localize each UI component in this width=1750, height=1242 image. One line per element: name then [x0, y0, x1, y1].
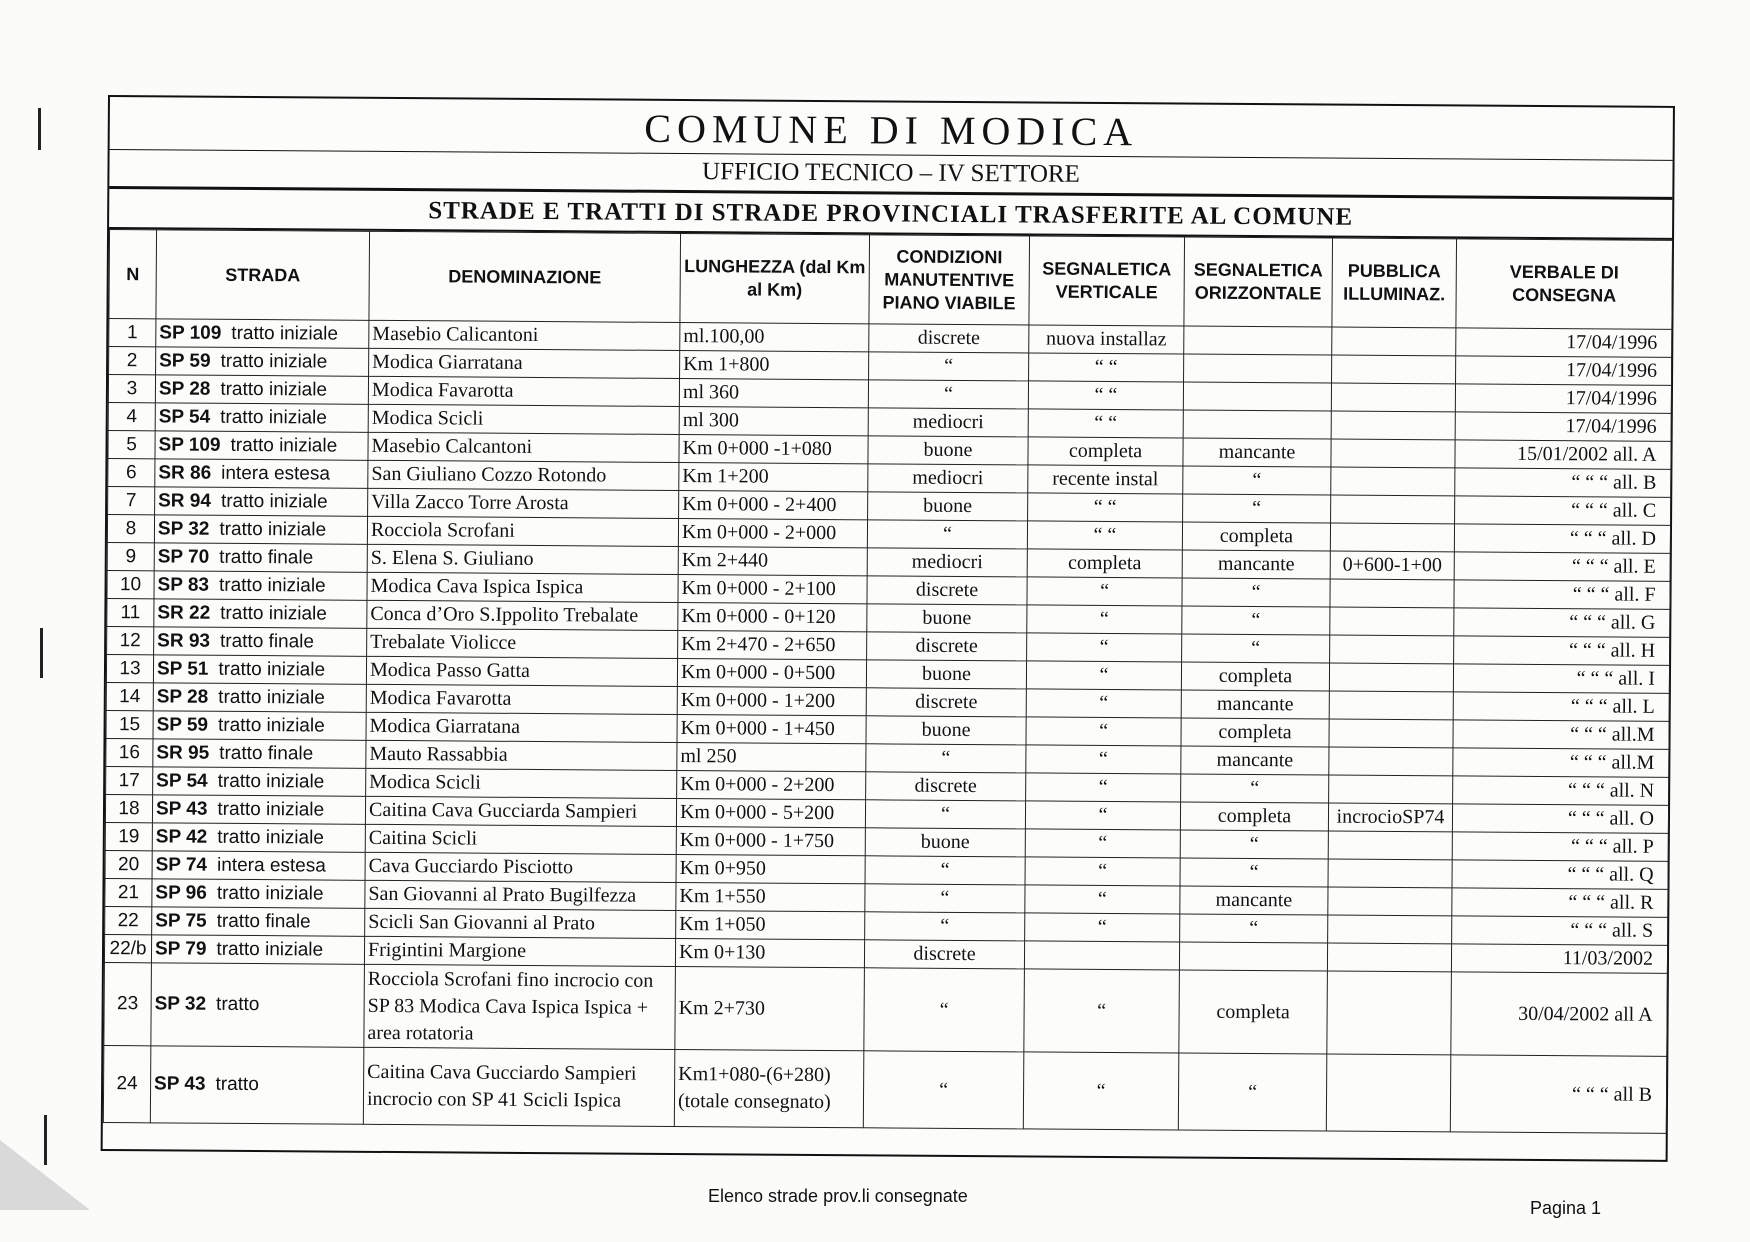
delivery-report-cell: “ “ “ all. B — [1455, 468, 1671, 498]
table-row — [104, 962, 1668, 1056]
road-length-cell: Km 1+050 — [676, 910, 865, 939]
delivery-report-cell: “ “ “ all. C — [1455, 496, 1671, 526]
road-segment: tratto iniziale — [217, 770, 325, 793]
road-code-cell — [153, 683, 366, 712]
road-segment: tratto finale — [216, 910, 311, 932]
horizontal-signage-cell: “ — [1182, 606, 1330, 635]
road-name-cell: Modica Favarotta — [368, 376, 679, 406]
public-lighting-cell — [1330, 607, 1454, 636]
road-length-cell: Km 0+000 - 1+200 — [677, 686, 866, 715]
horizontal-signage-cell: mancante — [1182, 550, 1330, 579]
road-code: SP 96 — [155, 881, 207, 904]
vertical-signage-cell: “ “ — [1029, 353, 1184, 382]
horizontal-signage-cell: completa — [1181, 662, 1329, 691]
road-condition-cell: discrete — [866, 772, 1026, 801]
road-length-cell: Km 0+000 - 1+450 — [677, 714, 866, 743]
road-segment: tratto iniziale — [219, 518, 327, 541]
road-segment: tratto iniziale — [220, 350, 328, 373]
road-length-cell: Km 0+000 - 2+000 — [678, 518, 867, 547]
road-code-cell — [154, 515, 367, 544]
road-code: SR 95 — [156, 741, 210, 764]
road-condition-cell: “ — [868, 380, 1028, 409]
vertical-signage-cell — [1024, 941, 1179, 970]
road-segment: tratto finale — [219, 546, 314, 568]
road-code: SR 22 — [157, 601, 211, 624]
delivery-report-cell: 11/03/2002 — [1451, 944, 1667, 974]
public-lighting-cell — [1329, 775, 1453, 804]
road-code: SP 32 — [154, 993, 207, 1015]
public-lighting-cell — [1328, 887, 1452, 916]
col-header-condizioni: CONDIZIONI MANUTENTIVE PIANO VIABILE — [869, 235, 1030, 325]
road-condition-cell: discrete — [867, 576, 1027, 605]
road-condition-cell: “ — [865, 912, 1025, 941]
vertical-signage-cell: “ “ — [1028, 493, 1183, 522]
road-condition-cell: mediocri — [867, 548, 1027, 577]
road-length-cell: Km 2+730 — [675, 966, 865, 1050]
row-number-cell: 17 — [106, 767, 153, 795]
road-condition-cell: buone — [866, 716, 1026, 745]
vertical-signage-cell: “ — [1027, 577, 1182, 606]
delivery-report-cell: “ “ “ all. E — [1454, 552, 1670, 582]
vertical-signage-cell: “ — [1024, 969, 1180, 1053]
public-lighting-cell — [1332, 327, 1456, 356]
table-header-row — [109, 230, 1673, 330]
vertical-signage-cell: “ — [1025, 801, 1180, 830]
road-segment: tratto — [215, 1073, 259, 1096]
road-name-cell: Modica Giarratana — [366, 712, 677, 742]
road-segment: tratto iniziale — [217, 826, 324, 849]
road-code-cell — [156, 319, 369, 348]
road-name-cell: Villa Zacco Torre Arosta — [368, 488, 679, 518]
road-code: SP 43 — [155, 797, 208, 820]
road-condition-cell: “ — [867, 520, 1027, 549]
vertical-signage-cell: completa — [1028, 437, 1183, 466]
vertical-signage-cell: “ — [1027, 605, 1182, 634]
road-name-cell: Caitina Scicli — [365, 824, 676, 854]
road-segment: tratto — [216, 993, 260, 1016]
col-header-denominazione: DENOMINAZIONE — [369, 231, 681, 322]
road-name-cell: Masebio Calicantoni — [369, 320, 680, 350]
vertical-signage-cell: “ — [1027, 633, 1182, 662]
vertical-signage-cell: recente instal — [1028, 465, 1183, 494]
road-name-cell: Conca d’Oro S.Ippolito Trebalate — [367, 600, 678, 630]
vertical-signage-cell: “ — [1026, 689, 1181, 718]
road-code: SP 43 — [154, 1073, 206, 1095]
road-condition-cell: discrete — [864, 940, 1024, 969]
road-name-cell: Frigintini Margione — [364, 936, 675, 966]
row-number-cell: 19 — [105, 822, 152, 850]
row-number-cell: 9 — [107, 543, 154, 571]
road-segment: tratto iniziale — [218, 686, 325, 709]
road-length-cell: Km 0+950 — [676, 854, 865, 883]
road-length-cell: Km1+080-(6+280) (totale consegnato) — [674, 1049, 864, 1127]
horizontal-signage-cell: “ — [1178, 1053, 1327, 1131]
road-length-cell: ml 360 — [679, 378, 868, 407]
road-code: SP 109 — [158, 433, 221, 456]
row-number-cell: 6 — [108, 459, 155, 487]
public-lighting-cell — [1327, 971, 1452, 1055]
horizontal-signage-cell: “ — [1183, 494, 1331, 523]
delivery-report-cell: “ “ “ all. Q — [1452, 860, 1668, 890]
public-lighting-cell — [1328, 859, 1452, 888]
vertical-signage-cell: “ — [1025, 885, 1180, 914]
road-code-cell — [153, 711, 366, 740]
horizontal-signage-cell: completa — [1182, 522, 1330, 551]
road-length-cell: Km 0+000 - 2+200 — [677, 770, 866, 799]
road-code-cell — [153, 655, 366, 684]
road-code-cell — [151, 935, 364, 964]
delivery-report-cell: “ “ “ all. L — [1453, 692, 1669, 722]
delivery-report-cell: “ “ “ all. H — [1454, 636, 1670, 666]
road-length-cell: Km 0+000 - 1+750 — [676, 826, 865, 855]
road-condition-cell: “ — [869, 352, 1029, 381]
vertical-signage-cell: “ — [1025, 857, 1180, 886]
road-length-cell: Km 0+000 - 2+400 — [679, 490, 868, 519]
public-lighting-cell: 0+600-1+00 — [1330, 551, 1454, 580]
road-code: SP 32 — [157, 517, 210, 540]
row-number-cell: 8 — [107, 515, 154, 543]
public-lighting-cell — [1326, 1054, 1451, 1132]
road-code: SP 79 — [154, 937, 207, 960]
road-code: SP 42 — [155, 825, 208, 848]
road-segment: tratto iniziale — [230, 434, 338, 457]
road-code-cell — [154, 543, 367, 572]
road-code: SR 86 — [158, 461, 212, 484]
road-name-cell: S. Elena S. Giuliano — [367, 544, 678, 574]
footer-caption: Elenco strade prov.li consegnate — [708, 1186, 968, 1206]
row-number-cell: 24 — [103, 1045, 151, 1122]
row-number-cell: 11 — [107, 599, 154, 627]
col-header-illuminazione: PUBBLICA ILLUMINAZ. — [1332, 238, 1457, 328]
table-row — [103, 1045, 1666, 1133]
document-title: STRADE E TRATTI DI STRADE PROVINCIALI TRASFERITE AL COMUNE — [109, 189, 1672, 240]
road-name-cell: Rocciola Scrofani — [367, 516, 678, 546]
road-name-cell: Caitina Cava Gucciarda Sampieri — [365, 796, 676, 826]
col-header-lunghezza: LUNGHEZZA (dal Km al Km) — [680, 234, 870, 324]
road-length-cell: ml 300 — [679, 406, 868, 435]
row-number-cell: 10 — [107, 571, 154, 599]
table-body — [103, 319, 1672, 1134]
road-segment: tratto finale — [219, 742, 314, 764]
horizontal-signage-cell — [1183, 382, 1331, 411]
vertical-signage-cell: “ — [1026, 717, 1181, 746]
row-number-cell: 3 — [108, 375, 155, 403]
road-condition-cell: “ — [866, 744, 1026, 773]
road-length-cell: Km 2+470 - 2+650 — [678, 630, 867, 659]
public-lighting-cell — [1330, 635, 1454, 664]
road-length-cell: Km 1+550 — [676, 882, 865, 911]
horizontal-signage-cell: “ — [1182, 634, 1330, 663]
public-lighting-cell — [1330, 579, 1454, 608]
public-lighting-cell — [1327, 943, 1451, 972]
road-code-cell — [155, 375, 368, 404]
vertical-signage-cell: “ — [1025, 829, 1180, 858]
row-number-cell: 18 — [105, 795, 152, 823]
page-number: Pagina 1 — [1530, 1198, 1602, 1218]
row-number-cell: 12 — [107, 627, 154, 655]
road-name-cell: San Giuliano Cozzo Rotondo — [368, 460, 679, 490]
municipality-heading: COMUNE DI MODICA — [110, 97, 1673, 161]
delivery-report-cell: 17/04/1996 — [1455, 384, 1671, 414]
vertical-signage-cell: “ — [1026, 661, 1181, 690]
row-number-cell: 13 — [106, 655, 153, 683]
road-condition-cell: mediocri — [868, 464, 1028, 493]
road-code-cell — [151, 963, 365, 1047]
road-code-cell — [156, 347, 369, 376]
delivery-report-cell: 15/01/2002 all. A — [1455, 440, 1671, 470]
road-segment: tratto iniziale — [217, 798, 325, 821]
road-name-cell: Caitina Cava Gucciardo Sampieri incrocio con SP 41 Scicli Ispica — [363, 1047, 675, 1126]
road-code: SP 59 — [159, 349, 211, 372]
vertical-signage-cell: “ “ — [1027, 521, 1182, 550]
road-segment: tratto iniziale — [231, 322, 339, 345]
delivery-report-cell: “ “ “ all.M — [1453, 748, 1669, 778]
delivery-report-cell: 30/04/2002 all A — [1451, 972, 1668, 1057]
delivery-report-cell: “ “ “ all.M — [1453, 720, 1669, 750]
road-name-cell: Modica Scicli — [366, 768, 677, 798]
public-lighting-cell — [1329, 747, 1453, 776]
row-number-cell: 7 — [108, 487, 155, 515]
row-number-cell: 14 — [106, 683, 153, 711]
road-condition-cell: buone — [867, 604, 1027, 633]
public-lighting-cell — [1331, 439, 1455, 468]
road-length-cell: Km 0+130 — [675, 938, 864, 967]
road-segment: tratto iniziale — [218, 574, 326, 597]
road-code: SP 54 — [156, 769, 208, 792]
row-number-cell: 15 — [106, 711, 153, 739]
row-number-cell: 22 — [105, 906, 152, 934]
road-condition-cell: buone — [868, 492, 1028, 521]
road-name-cell: Modica Scicli — [368, 404, 679, 434]
row-number-cell: 2 — [109, 347, 156, 375]
scan-artifact-line — [38, 108, 41, 150]
public-lighting-cell — [1328, 915, 1452, 944]
road-condition-cell: mediocri — [868, 408, 1028, 437]
road-segment: intera estesa — [216, 854, 326, 877]
horizontal-signage-cell: “ — [1180, 858, 1328, 887]
road-segment: tratto iniziale — [220, 378, 328, 401]
road-code-cell — [152, 851, 365, 880]
row-number-cell: 22/b — [104, 934, 151, 962]
row-number-cell: 23 — [104, 962, 152, 1045]
road-length-cell: Km 0+000 - 2+100 — [678, 574, 867, 603]
road-code: SP 28 — [158, 377, 211, 400]
road-name-cell: Modica Favarotta — [366, 684, 677, 714]
delivery-report-cell: “ “ “ all. I — [1453, 664, 1669, 694]
vertical-signage-cell: “ — [1025, 913, 1180, 942]
road-code: SP 28 — [156, 685, 209, 708]
delivery-report-cell: “ “ “ all B — [1450, 1055, 1667, 1134]
delivery-report-cell: “ “ “ all. S — [1452, 916, 1668, 946]
col-header-n: N — [109, 230, 157, 319]
road-segment: tratto iniziale — [220, 406, 327, 429]
horizontal-signage-cell: mancante — [1183, 438, 1331, 467]
road-code: SP 75 — [155, 909, 207, 932]
road-condition-cell: discrete — [866, 688, 1026, 717]
horizontal-signage-cell: completa — [1179, 970, 1328, 1054]
horizontal-signage-cell: “ — [1180, 830, 1328, 859]
road-condition-cell: buone — [868, 436, 1028, 465]
road-code-cell — [153, 739, 366, 768]
horizontal-signage-cell: mancante — [1180, 886, 1328, 915]
vertical-signage-cell: “ “ — [1028, 409, 1183, 438]
road-condition-cell: “ — [865, 884, 1025, 913]
horizontal-signage-cell: mancante — [1181, 746, 1329, 775]
public-lighting-cell — [1331, 467, 1455, 496]
road-condition-cell: discrete — [869, 324, 1029, 353]
delivery-report-cell: “ “ “ all. N — [1453, 776, 1669, 806]
row-number-cell: 5 — [108, 431, 155, 459]
public-lighting-cell — [1331, 411, 1455, 440]
road-code: SP 51 — [156, 657, 209, 680]
delivery-report-cell: “ “ “ all. O — [1452, 804, 1668, 834]
delivery-report-cell: 17/04/1996 — [1456, 328, 1672, 358]
road-code-cell — [154, 599, 367, 628]
public-lighting-cell — [1329, 663, 1453, 692]
public-lighting-cell — [1329, 719, 1453, 748]
road-segment: tratto iniziale — [216, 938, 324, 961]
row-number-cell: 20 — [105, 850, 152, 878]
row-number-cell: 1 — [109, 319, 156, 347]
road-segment: tratto iniziale — [218, 658, 326, 681]
road-condition-cell: “ — [864, 968, 1025, 1052]
delivery-report-cell: “ “ “ all. P — [1452, 832, 1668, 862]
road-code: SP 74 — [155, 853, 208, 876]
public-lighting-cell — [1329, 691, 1453, 720]
road-code-cell — [154, 571, 367, 600]
road-length-cell: ml 250 — [677, 742, 866, 771]
roads-table — [103, 229, 1673, 1134]
scan-artifact-line — [40, 628, 43, 678]
road-code-cell — [152, 795, 365, 824]
road-name-cell: Trebalate Violicce — [367, 628, 678, 658]
road-name-cell: Modica Passo Gatta — [366, 656, 677, 686]
horizontal-signage-cell: completa — [1180, 802, 1328, 831]
col-header-segnaletica-verticale: SEGNALETICA VERTICALE — [1029, 236, 1185, 326]
road-condition-cell: “ — [865, 800, 1025, 829]
road-length-cell: Km 0+000 - 5+200 — [676, 798, 865, 827]
road-name-cell: Cava Gucciardo Pisciotto — [365, 852, 676, 882]
road-code-cell — [155, 431, 368, 460]
row-number-cell: 16 — [106, 739, 153, 767]
col-header-verbale: VERBALE DI CONSEGNA — [1456, 239, 1673, 330]
road-name-cell: Modica Cava Ispica Ispica — [367, 572, 678, 602]
road-length-cell: Km 0+000 -1+080 — [679, 434, 868, 463]
vertical-signage-cell: completa — [1027, 549, 1182, 578]
road-length-cell: Km 0+000 - 0+120 — [678, 602, 867, 631]
col-header-segnaletica-orizzontale: SEGNALETICA ORIZZONTALE — [1184, 237, 1333, 327]
road-segment: tratto finale — [219, 630, 315, 652]
road-name-cell: Masebio Calcantoni — [368, 432, 679, 462]
road-segment: intera estesa — [221, 462, 331, 485]
road-segment: tratto iniziale — [217, 714, 325, 737]
road-code-cell — [154, 627, 367, 656]
col-header-strada: STRADA — [156, 230, 370, 320]
delivery-report-cell: 17/04/1996 — [1455, 412, 1671, 442]
vertical-signage-cell: nuova installaz — [1029, 325, 1184, 354]
road-code: SP 109 — [159, 321, 222, 344]
vertical-signage-cell: “ — [1023, 1052, 1179, 1130]
vertical-signage-cell: “ “ — [1028, 381, 1183, 410]
road-length-cell: Km 0+000 - 0+500 — [677, 658, 866, 687]
horizontal-signage-cell: completa — [1181, 718, 1329, 747]
road-code-cell — [155, 403, 368, 432]
horizontal-signage-cell: mancante — [1181, 690, 1329, 719]
road-code-cell — [152, 879, 365, 908]
road-segment: tratto iniziale — [216, 882, 324, 905]
road-segment: tratto iniziale — [220, 490, 328, 513]
horizontal-signage-cell — [1184, 354, 1332, 383]
horizontal-signage-cell: “ — [1181, 774, 1329, 803]
public-lighting-cell: incrocioSP74 — [1328, 803, 1452, 832]
public-lighting-cell — [1330, 523, 1454, 552]
horizontal-signage-cell — [1184, 326, 1332, 355]
road-condition-cell: “ — [863, 1051, 1024, 1129]
road-code-cell — [155, 459, 368, 488]
road-code: SP 70 — [157, 545, 210, 568]
delivery-report-cell: “ “ “ all. D — [1454, 524, 1670, 554]
document-frame — [101, 95, 1675, 1162]
horizontal-signage-cell: “ — [1183, 466, 1331, 495]
road-code: SP 59 — [156, 713, 209, 736]
delivery-report-cell: “ “ “ all. R — [1452, 888, 1668, 918]
road-length-cell: Km 1+200 — [679, 462, 868, 491]
public-lighting-cell — [1331, 495, 1455, 524]
road-length-cell: Km 2+440 — [678, 546, 867, 575]
road-code-cell — [152, 907, 365, 936]
road-name-cell: Rocciola Scrofani fino incrocio con SP 83 Modica Cava Ispica Ispica + area rotatoria — [364, 964, 676, 1049]
public-lighting-cell — [1331, 383, 1455, 412]
road-code-cell — [153, 767, 366, 796]
horizontal-signage-cell: “ — [1182, 578, 1330, 607]
road-length-cell: Km 1+800 — [680, 350, 869, 379]
road-code-cell — [150, 1046, 364, 1124]
road-code: SP 54 — [158, 405, 211, 428]
road-code: SP 83 — [157, 573, 210, 596]
vertical-signage-cell: “ — [1026, 745, 1181, 774]
road-name-cell: Modica Giarratana — [369, 348, 680, 378]
row-number-cell: 4 — [108, 403, 155, 431]
horizontal-signage-cell — [1179, 942, 1327, 971]
road-name-cell: Scicli San Giovanni al Prato — [365, 908, 676, 938]
road-code: SR 93 — [157, 629, 211, 652]
page-fold-shadow — [0, 1140, 90, 1210]
road-condition-cell: buone — [865, 828, 1025, 857]
road-code: SR 94 — [158, 489, 212, 512]
public-lighting-cell — [1328, 831, 1452, 860]
horizontal-signage-cell: “ — [1180, 914, 1328, 943]
road-segment: tratto iniziale — [220, 602, 327, 625]
office-heading: UFFICIO TECNICO – IV SETTORE — [109, 150, 1672, 200]
road-code-cell — [152, 823, 365, 852]
road-condition-cell: discrete — [867, 632, 1027, 661]
delivery-report-cell: 17/04/1996 — [1456, 356, 1672, 386]
row-number-cell: 21 — [105, 878, 152, 906]
delivery-report-cell: “ “ “ all. F — [1454, 580, 1670, 610]
road-name-cell: San Giovanni al Prato Bugilfezza — [365, 880, 676, 910]
road-condition-cell: “ — [865, 856, 1025, 885]
road-length-cell: ml.100,00 — [680, 322, 869, 351]
road-name-cell: Mauto Rassabbia — [366, 740, 677, 770]
road-code-cell — [155, 487, 368, 516]
road-condition-cell: buone — [866, 660, 1026, 689]
public-lighting-cell — [1332, 355, 1456, 384]
horizontal-signage-cell — [1183, 410, 1331, 439]
vertical-signage-cell: “ — [1026, 773, 1181, 802]
delivery-report-cell: “ “ “ all. G — [1454, 608, 1670, 638]
